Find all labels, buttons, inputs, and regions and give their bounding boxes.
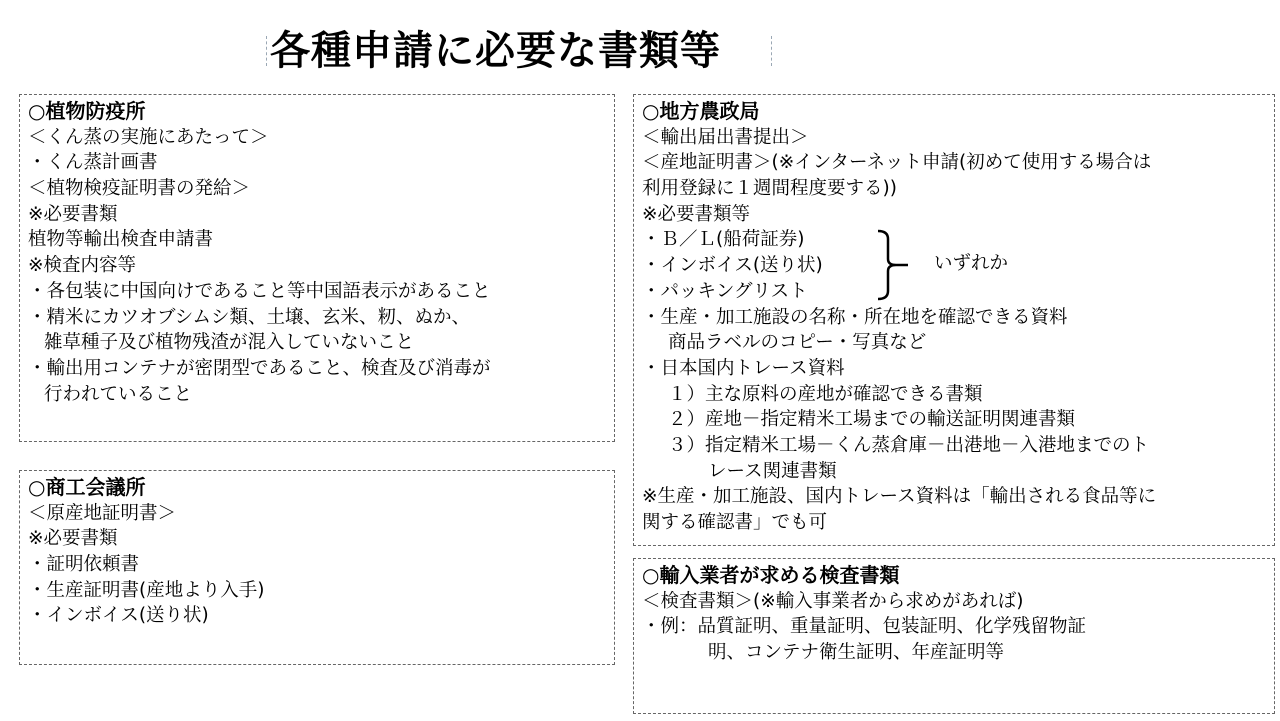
required-doc-item: ・生産証明書(産地より入手) xyxy=(28,579,265,601)
inspection-docs-examples-continued: 明、コンテナ衛生証明、年産証明等 xyxy=(708,642,1005,664)
required-docs-label: ※必要書類 xyxy=(28,528,118,550)
plant-quarantine-heading: ○植物防疫所 xyxy=(28,99,146,123)
required-docs-label: ※必要書類等 xyxy=(642,203,751,225)
phyto-certificate-section-label: ＜植物検疫証明書の発給＞ xyxy=(28,178,251,200)
origin-certificate-label: ＜原産地証明書＞ xyxy=(28,502,177,524)
trace-subitem-continued: レース関連書類 xyxy=(708,460,837,482)
fumigation-section-label: ＜くん蒸の実施にあたって＞ xyxy=(28,126,269,148)
bill-of-lading-item: ・Ｂ／Ｌ(船荷証券) xyxy=(642,229,805,251)
inspection-item-continued: 雑草種子及び植物残渣が混入していないこと xyxy=(44,332,415,354)
production-certificate-label: ＜産地証明書＞(※インターネット申請(初めて使用する場合は xyxy=(642,152,1152,174)
required-docs-label: ※必要書類 xyxy=(28,203,118,225)
alternative-document-note-continued: 関する確認書」でも可 xyxy=(642,512,828,533)
required-doc-item: ・インボイス(送り状) xyxy=(28,605,209,627)
curly-brace-icon xyxy=(874,229,914,301)
either-one-label: いずれか xyxy=(934,253,1009,275)
regional-agri-heading: ○地方農政局 xyxy=(642,99,760,123)
fumigation-plan-item: ・くん蒸計画書 xyxy=(28,152,158,174)
required-doc-item: ・証明依頼書 xyxy=(28,554,140,576)
importer-docs-box xyxy=(633,558,1275,714)
facility-document-example: 商品ラベルのコピー・写真など xyxy=(668,332,927,354)
packing-list-item: ・パッキングリスト xyxy=(642,280,808,302)
trace-subitem: ２）産地－指定精米工場までの輸送証明関連書類 xyxy=(668,409,1076,431)
chamber-of-commerce-box xyxy=(19,470,615,665)
inspection-item: ・精米にカツオブシムシ類、土壌、玄米、籾、ぬか、 xyxy=(28,306,470,328)
inspection-docs-examples: ・例：品質証明、重量証明、包装証明、化学残留物証 xyxy=(642,616,1087,638)
inspection-docs-label: ＜検査書類＞(※輸入事業者から求めがあれば) xyxy=(642,590,1024,612)
inspection-item: ・各包装に中国向けであること等中国語表示があること xyxy=(28,280,491,302)
trace-subitem: １）主な原料の産地が確認できる書類 xyxy=(668,383,983,405)
domestic-trace-item: ・日本国内トレース資料 xyxy=(642,357,845,379)
inspection-item-continued: 行われていること xyxy=(44,383,193,405)
export-inspection-application: 植物等輸出検査申請書 xyxy=(28,229,214,251)
inspection-item: ・輸出用コンテナが密閉型であること、検査及び消毒が xyxy=(28,357,491,379)
alternative-document-note: ※生産・加工施設、国内トレース資料は「輸出される食品等に xyxy=(642,486,1157,508)
invoice-item: ・インボイス(送り状) xyxy=(642,255,823,277)
inspection-content-label: ※検査内容等 xyxy=(28,255,137,277)
importer-heading: ○輸入業者が求める検査書類 xyxy=(642,563,900,587)
export-notification-label: ＜輸出届出書提出＞ xyxy=(642,126,809,148)
facility-document-item: ・生産・加工施設の名称・所在地を確認できる資料 xyxy=(642,306,1068,328)
production-certificate-note: 利用登録に１週間程度要する)) xyxy=(642,178,897,200)
either-one-group xyxy=(642,227,1266,304)
regional-agri-office-box xyxy=(633,94,1275,546)
page-title: 各種申請に必要な書類等 xyxy=(270,26,770,76)
plant-quarantine-box xyxy=(19,94,615,442)
trace-subitem: ３）指定精米工場－くん蒸倉庫－出港地－入港地までのト xyxy=(668,434,1150,456)
chamber-heading: ○商工会議所 xyxy=(28,475,146,499)
